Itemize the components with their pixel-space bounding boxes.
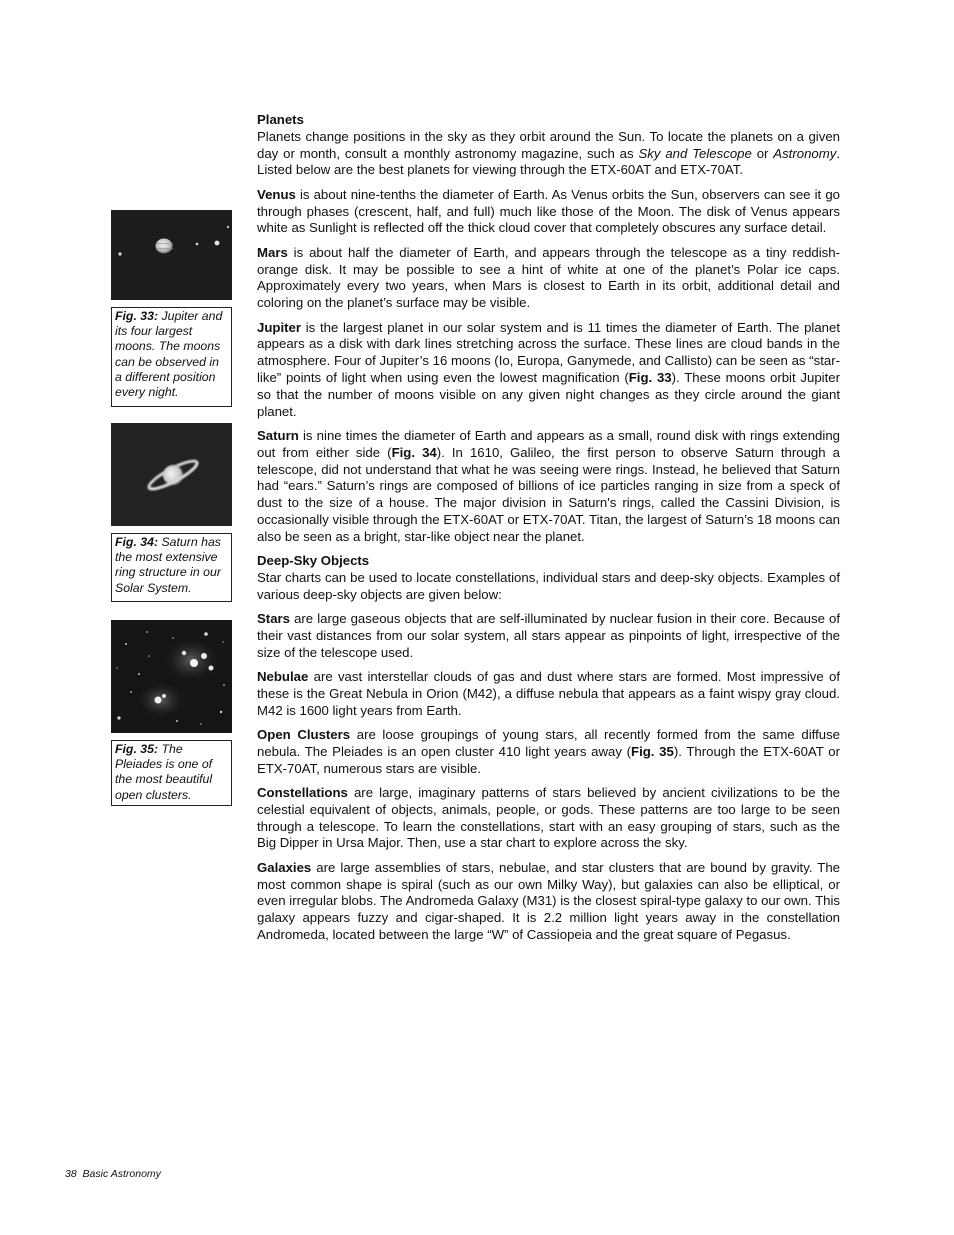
constellations-paragraph: Constellations are large, imaginary patterns of stars believed by ancient civilizations to be the celestial equivalent of objects, animals, people, or gods. These patterns are too large to be seen through a telescope. To learn the constellations, start with an easy grouping of stars, such as the Big Dipper in Ursa Major. Then, use a star chart to explore across the sky. xyxy=(257,785,840,851)
venus-paragraph: Venus is about nine-tenths the diameter of Earth. As Venus orbits the Sun, observers can see it go through phases (crescent, half, and full) much like those of the Moon. The disk of Venus appears white as Sunlight is reflected off the thick cloud cover that completely obscures any surface detail. xyxy=(257,186,840,236)
footer-section-title: Basic Astronomy xyxy=(82,1168,161,1180)
planets-heading: Planets xyxy=(257,112,304,127)
deepsky-intro: Star charts can be used to locate constellations, individual stars and deep-sky objects. Examples of various deep-sky objects are given below: xyxy=(257,569,840,602)
figure-34-text: Saturn has the most extensive ring structure in our Solar System. xyxy=(115,535,221,595)
figure-33-label: Fig. 33: xyxy=(115,309,159,323)
figure-33-caption xyxy=(111,307,232,407)
open-clusters-paragraph: Open Clusters are loose groupings of young stars, all recently formed from the same diffuse nebula. The Pleiades is an open cluster 410 light years away (Fig. 35). Through the ETX-60AT or ETX-70AT, numerous stars are visible. xyxy=(257,727,840,776)
fig-34-reference: Fig. 34 xyxy=(391,444,437,460)
figure-35-text: The Pleiades is one of the most beautiful open clusters. xyxy=(115,742,213,802)
galaxies-paragraph: Galaxies are large assemblies of stars, nebulae, and star clusters that are bound by gravity. The most common shape is spiral (such as our own Milky Way), but galaxies can also be elliptical, or even irregular blobs. The Andromeda Galaxy (M31) is the closest spiral-type galaxy to our own. This galaxy appears fuzzy and cigar-shaped. It is 2.2 million light years away in the constellation Andromeda, located between the large “W” of Cassiopeia and the great square of Pegasus. xyxy=(257,859,840,942)
fig-33-reference: Fig. 33 xyxy=(628,369,672,385)
figure-34-saturn-image xyxy=(111,423,232,526)
figure-35-caption xyxy=(111,740,232,806)
page-number: 38 xyxy=(65,1168,77,1180)
fig-35-reference: Fig. 35 xyxy=(631,743,674,759)
figure-33-jupiter-image xyxy=(111,210,232,300)
saturn-paragraph: Saturn is nine times the diameter of Earth and appears as a small, round disk with rings extending out from either side (Fig. 34). In 1610, Galileo, the first person to observe Saturn through a telescope, did not understand that what he was seeing were rings. Instead, he believed that Saturn had “ears.” Saturn’s rings are composed of billions of ice particles ranging in size from a speck of dust to the size of a house. The major division in Saturn's rings, called the Cassini Division, is occasionally visible through the ETX-60AT or ETX-70AT. Titan, the largest of Saturn’s 18 moons can also be seen as a bright, star-like object near the planet. xyxy=(257,427,840,544)
stars-paragraph: Stars are large gaseous objects that are self-illuminated by nuclear fusion in their core. Because of their vast distances from our solar system, all stars appear as pinpoints of light, irrespective of the size of the telescope used. xyxy=(257,611,840,660)
figure-35-label: Fig. 35: xyxy=(115,742,159,756)
page-footer xyxy=(65,1168,161,1180)
figure-33-text: Jupiter and its four largest moons. The moons can be observed in a different position every night. xyxy=(115,309,223,400)
figure-34-caption xyxy=(111,533,232,602)
figure-34-label: Fig. 34: xyxy=(115,535,159,549)
nebulae-paragraph: Nebulae are vast interstellar clouds of gas and dust where stars are formed. Most impressive of these is the Great Nebula in Orion (M42), a diffuse nebula that appears as a faint wispy gray cloud. M42 is 1600 light years from Earth. xyxy=(257,669,840,718)
deepsky-heading: Deep-Sky Objects xyxy=(257,553,370,569)
figure-35-pleiades-image xyxy=(111,620,232,733)
jupiter-paragraph: Jupiter is the largest planet in our solar system and is 11 times the diameter of Earth. The planet appears as a disk with dark lines stretching across the surface. These lines are cloud bands in the atmosphere. Four of Jupiter’s 16 moons (Io, Europa, Ganymede, and Callisto) can be seen as “star-like” points of light when using even the lowest magnification (Fig. 33). These moons orbit Jupiter so that the number of moons visible on any given night changes as they circle around the giant planet. xyxy=(257,319,840,419)
planets-intro: Planets change positions in the sky as they orbit around the Sun. To locate the planets on a given day or month, consult a monthly astronomy magazine, such as Sky and Telescope or Astronomy. Listed below are the best planets for viewing through the ETX-60AT and ETX-70AT. xyxy=(257,128,840,178)
mars-paragraph: Mars is about half the diameter of Earth, and appears through the telescope as a tiny reddish-orange disk. It may be possible to see a hint of white at one of the planet’s Polar ice caps. Approximately every two years, when Mars is closest to Earth in its orbit, additional detail and coloring on the planet’s surface may be visible. xyxy=(257,244,840,311)
main-text-column xyxy=(257,112,840,951)
